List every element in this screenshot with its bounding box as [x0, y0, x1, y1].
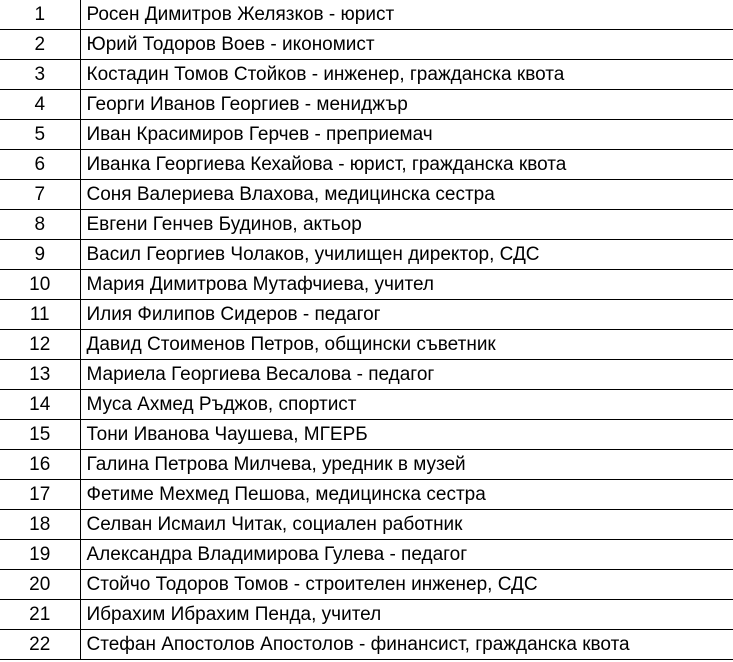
table-row	[0, 30, 733, 60]
table-row	[0, 240, 733, 270]
row-number: 11	[0, 300, 80, 330]
candidate-entry: Давид Стоименов Петров, общински съветник	[80, 330, 733, 360]
row-number: 20	[0, 570, 80, 600]
table-row	[0, 540, 733, 570]
table-row	[0, 420, 733, 450]
candidate-entry: Георги Иванов Георгиев - мениджър	[80, 90, 733, 120]
table-row	[0, 600, 733, 630]
row-number: 15	[0, 420, 80, 450]
candidate-entry: Муса Ахмед Ръджов, спортист	[80, 390, 733, 420]
row-number: 16	[0, 450, 80, 480]
table-row	[0, 510, 733, 540]
row-number: 4	[0, 90, 80, 120]
candidate-entry: Тони Иванова Чаушева, МГЕРБ	[80, 420, 733, 450]
table-row	[0, 330, 733, 360]
table-row	[0, 360, 733, 390]
candidate-entry: Стойчо Тодоров Томов - строителен инженер, СДС	[80, 570, 733, 600]
table-row	[0, 60, 733, 90]
table-row	[0, 90, 733, 120]
table-row	[0, 150, 733, 180]
table-row	[0, 270, 733, 300]
candidate-entry: Илия Филипов Сидеров - педагог	[80, 300, 733, 330]
candidate-entry: Ибрахим Ибрахим Пенда, учител	[80, 600, 733, 630]
row-number: 7	[0, 180, 80, 210]
candidate-entry: Иванка Георгиева Кехайова - юрист, гражданска квота	[80, 150, 733, 180]
candidate-entry: Александра Владимирова Гулева - педагог	[80, 540, 733, 570]
row-number: 19	[0, 540, 80, 570]
table-row	[0, 120, 733, 150]
table-row	[0, 450, 733, 480]
table-row	[0, 180, 733, 210]
candidate-entry: Фетиме Мехмед Пешова, медицинска сестра	[80, 480, 733, 510]
row-number: 22	[0, 630, 80, 660]
candidate-entry: Костадин Томов Стойков - инженер, гражданска квота	[80, 60, 733, 90]
table-row	[0, 210, 733, 240]
row-number: 5	[0, 120, 80, 150]
candidate-entry: Иван Красимиров Герчев - преприемач	[80, 120, 733, 150]
candidate-entry: Стефан Апостолов Апостолов - финансист, гражданска квота	[80, 630, 733, 660]
row-number: 2	[0, 30, 80, 60]
row-number: 21	[0, 600, 80, 630]
table-row	[0, 630, 733, 660]
row-number: 13	[0, 360, 80, 390]
candidate-entry: Васил Георгиев Чолаков, училищен директор, СДС	[80, 240, 733, 270]
table-row	[0, 300, 733, 330]
row-number: 8	[0, 210, 80, 240]
row-number: 14	[0, 390, 80, 420]
row-number: 1	[0, 0, 80, 30]
candidate-entry: Галина Петрова Милчева, уредник в музей	[80, 450, 733, 480]
table-row	[0, 390, 733, 420]
table-row	[0, 480, 733, 510]
candidate-entry: Юрий Тодоров Воев - икономист	[80, 30, 733, 60]
candidate-entry: Росен Димитров Желязков - юрист	[80, 0, 733, 30]
row-number: 9	[0, 240, 80, 270]
row-number: 6	[0, 150, 80, 180]
candidate-entry: Мария Димитрова Мутафчиева, учител	[80, 270, 733, 300]
candidate-entry: Соня Валериева Влахова, медицинска сестра	[80, 180, 733, 210]
candidate-entry: Мариела Георгиева Весалова - педагог	[80, 360, 733, 390]
table-row	[0, 570, 733, 600]
row-number: 3	[0, 60, 80, 90]
row-number: 18	[0, 510, 80, 540]
row-number: 17	[0, 480, 80, 510]
row-number: 12	[0, 330, 80, 360]
table-row	[0, 0, 733, 30]
candidate-entry: Селван Исмаил Читак, социален работник	[80, 510, 733, 540]
row-number: 10	[0, 270, 80, 300]
candidate-entry: Евгени Генчев Будинов, актьор	[80, 210, 733, 240]
